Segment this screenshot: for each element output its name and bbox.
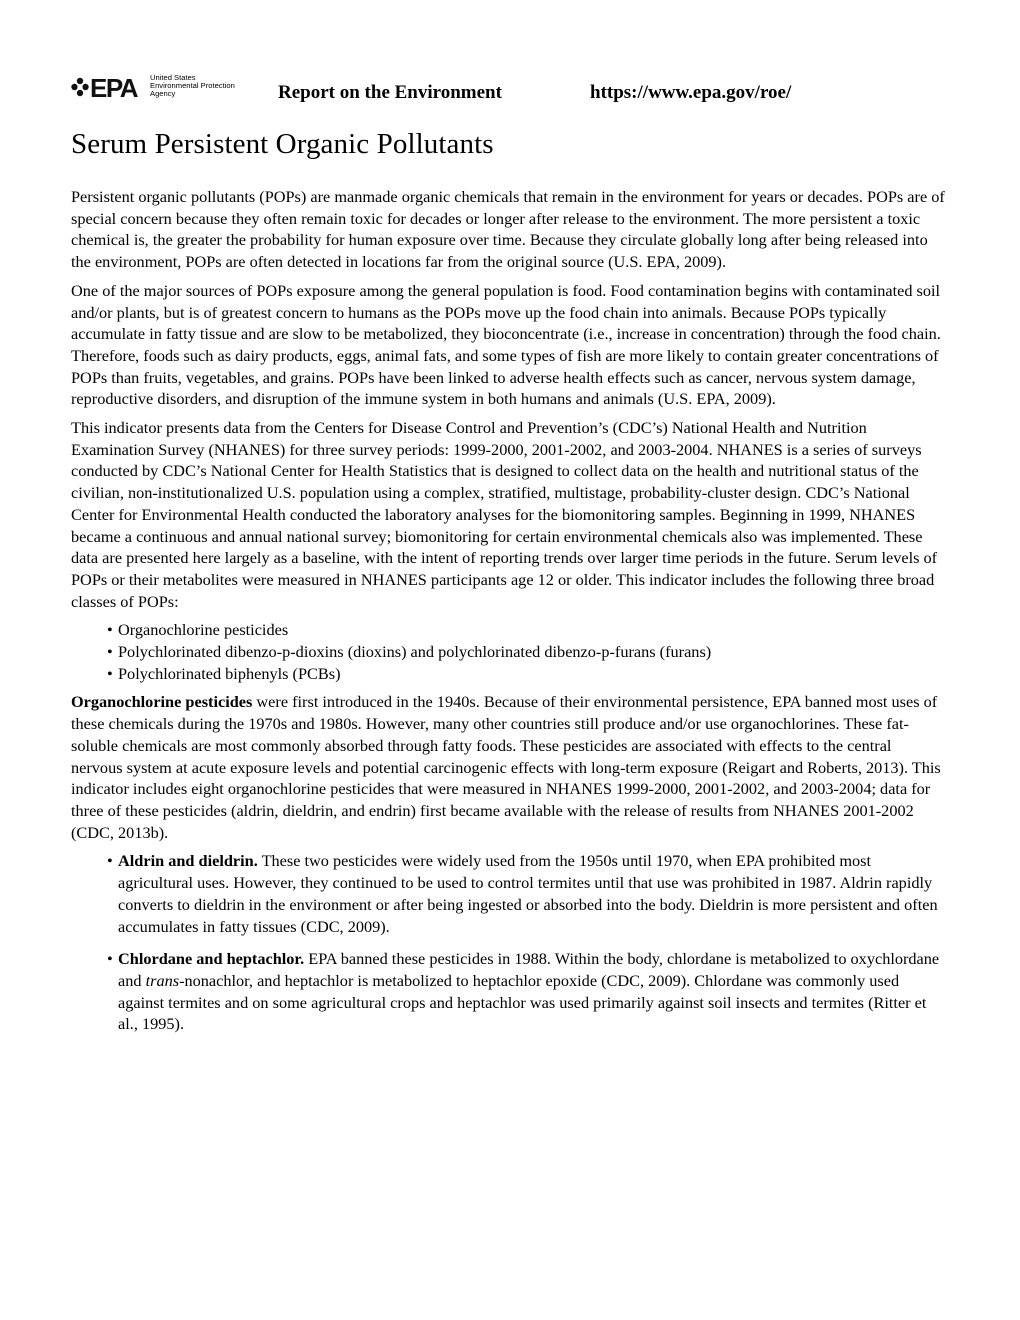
organochlorine-paragraph — [71, 691, 945, 843]
list-item: • Polychlorinated biphenyls (PCBs) — [107, 663, 945, 685]
chlordane-text-a: EPA banned these pesticides in 1988. Within the body, chlordane is metabolized to oxychlordane and — [118, 949, 940, 990]
epa-logo[interactable] — [71, 72, 256, 102]
page-header — [71, 70, 945, 110]
pesticide-details-list — [71, 850, 945, 1035]
nhanes-paragraph: This indicator presents data from the Centers for Disease Control and Prevention’s (CDC’s) National Health and Nutrition Examination Survey (NHANES) for three survey periods: 1999-2000, 2001-2002, and 2003-2004. NHANES is a series of surveys conducted by CDC’s National Center for Health Statistics that is designed to collect data on the health and nutritional status of the civilian, non-institutionalized U.S. population using a complex, stratified, multistage, probability-cluster design. CDC’s National Center for Environmental Health conducted the laboratory analyses for the biomonitoring samples. Beginning in 1999, NHANES became a continuous and annual national survey; biomonitoring for certain environmental chemicals also was implemented. These data are presented here largely as a baseline, with the intent of reporting trends over larger time periods in the future. Serum levels of POPs or their metabolites were measured in NHANES participants age 12 or older. This indicator includes the following three broad classes of POPs: — [71, 418, 938, 611]
logo-wordmark: EPA — [90, 74, 138, 100]
food-sources-paragraph: One of the major sources of POPs exposure among the general population is food. Food contamination begins with contaminated soil and/or plants, but is of greatest concern to humans as the POPs move up the food chain into animals. Because POPs typically accumulate in fatty tissue and are slow to be metabolized, they bioconcentrate (i.e., increase in concentration) through the food chain. Therefore, foods such as dairy products, eggs, animal fats, and some types of fish are more likely to contain greater concentrations of POPs than fruits, vegetables, and grains. POPs have been linked to adverse health effects such as cancer, nervous system damage, reproductive disorders, and disruption of the immune system in both humans and animals (U.S. EPA, 2009). — [71, 280, 941, 409]
organochlorine-text: were first introduced in the 1940s. Because of their environmental persistence, EPA banned most uses of these chemicals during the 1970s and 1980s. However, many other countries still produce and/or use organochlorines. These fat-soluble chemicals are most commonly absorbed through fatty foods. These pesticides are associated with effects to the central nervous system at acute exposure levels and potential carcinogenic effects with long-term exposure (Reigart and Roberts, 2013). This indicator includes eight organochlorine pesticides that were measured in NHANES 1999-2000, 2001-2002, and 2003-2004; data for three of these pesticides (aldrin, dieldrin, and endrin) first became available with the release of results from NHANES 2001-2002 (CDC, 2013b). — [71, 692, 941, 842]
aldrin-heading: Aldrin and dieldrin. — [118, 851, 258, 871]
chlordane-italic: trans — [145, 970, 180, 990]
pop-classes-list — [71, 619, 945, 684]
intro-paragraph: Persistent organic pollutants (POPs) are manmade organic chemicals that remain in the environment for years or decades. POPs are of special concern because they often remain toxic for decades or longer after release to the environment. The more persistent a toxic chemical is, the greater the probability for human exposure over time. Because they circulate globally long after being released into the environment, POPs are often detected in locations far from the original source (U.S. EPA, 2009). — [71, 187, 945, 272]
report-url-link[interactable]: https://www.epa.gov/roe/ — [590, 82, 792, 103]
page-title: Serum Persistent Organic Pollutants — [71, 128, 494, 160]
organochlorine-heading: Organochlorine pesticides — [71, 692, 253, 712]
aldrin-text: These two pesticides were widely used from the 1950s until 1970, when EPA prohibited most agricultural uses. However, they continued to be used to control termites until that use was prohibited in 1987. Aldrin rapidly converts to dieldrin in the environment or after being ingested or absorbed into the body. Dieldrin is more persistent and often accumulates in fatty tissues (CDC, 2009). — [118, 851, 938, 936]
chlordane-heptachlor-item — [107, 948, 945, 1035]
list-item: • Organochlorine pesticides — [107, 619, 945, 641]
chlordane-heading: Chlordane and heptachlor. — [118, 949, 305, 969]
agency-name: United States Environmental Protection Agency — [150, 73, 235, 98]
document-body — [71, 186, 945, 1046]
list-item: • Polychlorinated dibenzo-p-dioxins (dioxins) and polychlorinated dibenzo-p-furans (furans) — [107, 641, 945, 663]
aldrin-dieldrin-item — [107, 850, 945, 937]
report-title: Report on the Environment — [278, 82, 502, 103]
chlordane-text-b: -nonachlor, and heptachlor is metabolized to heptachlor epoxide (CDC, 2009). Chlordane was commonly used against termites and on some agricultural crops and heptachlor was used primarily against soil insects and termites (Ritter et al., 1995). — [118, 970, 927, 1034]
epa-seal-icon — [71, 74, 147, 100]
